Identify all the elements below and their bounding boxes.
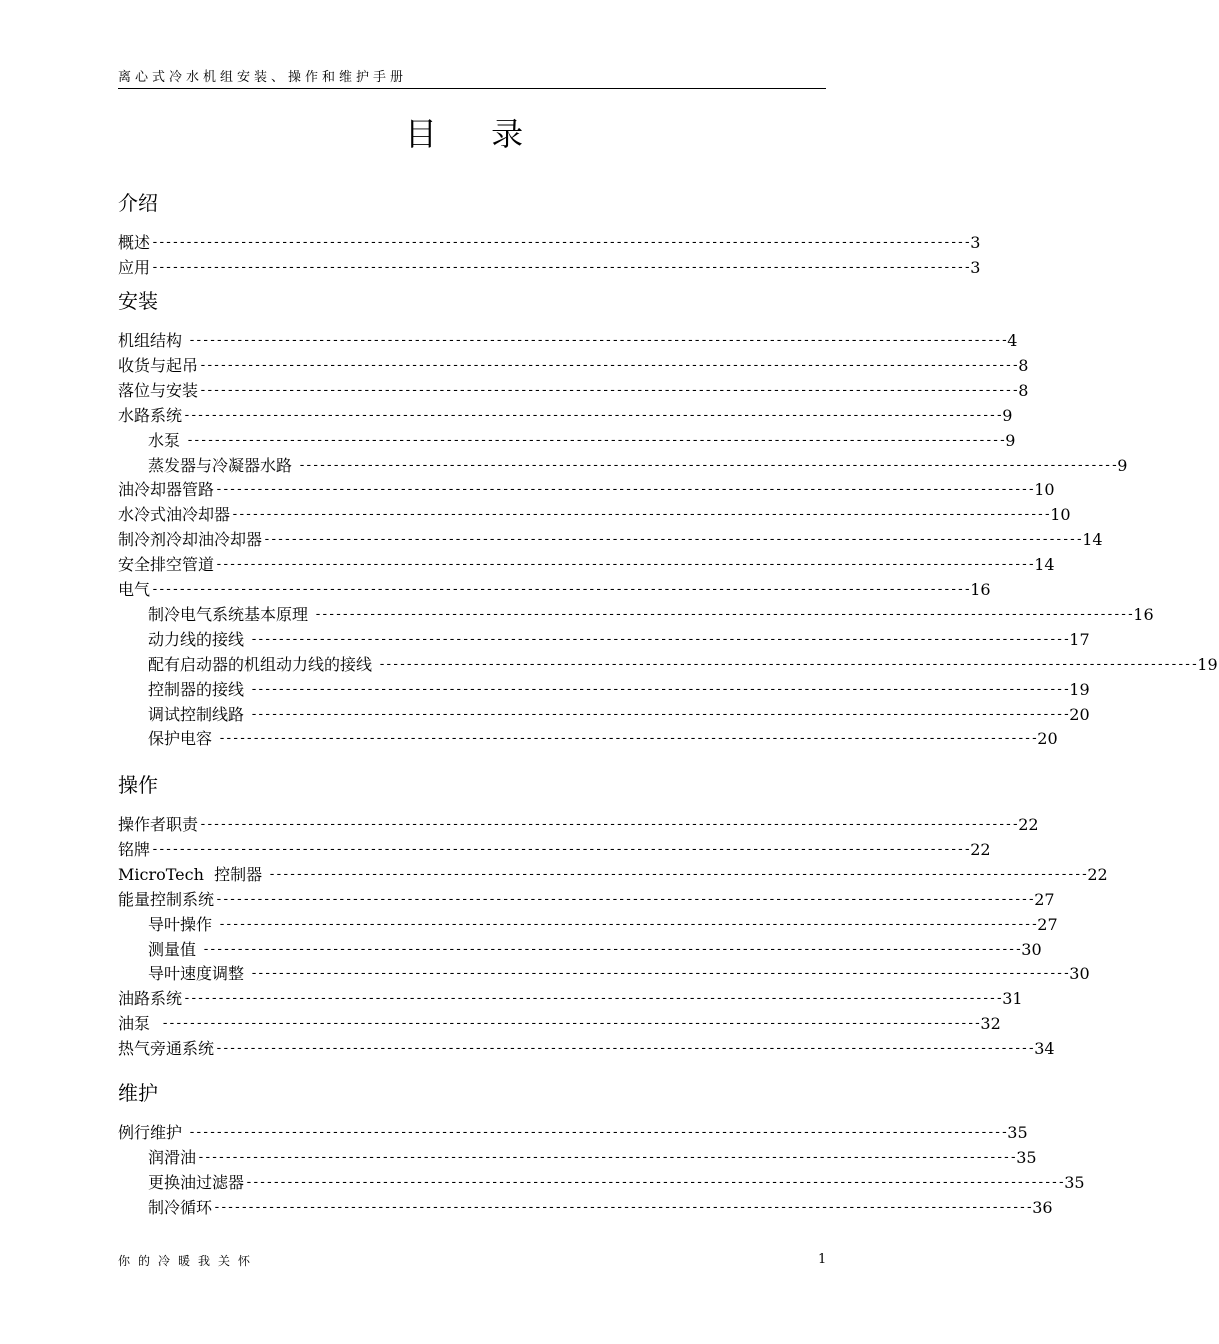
toc-entry-label: 导叶操作 [148,914,218,934]
toc-entry-label: 配有启动器的机组动力线的接线 [148,654,378,674]
section-heading: 维护 [118,1081,158,1105]
toc-leader-dashes: ------------------------------------------------------------------------------------------------------------------------ [215,1041,1035,1057]
toc-entry-label: MicroTech 控制器 [118,864,268,884]
toc-entry-page: 36 [1032,1197,1053,1217]
toc-entry[interactable] [118,577,991,602]
toc-entry-label: 落位与安装 [118,380,199,400]
toc-entry-page: 10 [1034,480,1055,500]
toc-entry-label: 油冷却器管路 [118,480,215,500]
toc-leader-dashes: ------------------------------------------------------------------------------------------------------------------------ [199,382,1019,398]
toc-entry[interactable] [148,652,1218,677]
section-heading: 介绍 [118,191,158,215]
toc-entry-page: 30 [1069,964,1090,984]
toc-entry-page: 20 [1069,704,1090,724]
toc-entry-page: 35 [1016,1147,1037,1167]
toc-leader-dashes: ------------------------------------------------------------------------------------------------------------------------ [268,866,1088,882]
section-heading: 安装 [118,289,158,313]
toc-entry-page: 9 [1117,455,1128,475]
toc-entry[interactable] [118,1011,1001,1036]
toc-entry[interactable] [148,428,1016,453]
toc-entry-page: 17 [1069,629,1090,649]
toc-entry-label: 保护电容 [148,729,218,749]
toc-entry-label: 水泵 [148,430,186,450]
toc-entry[interactable] [118,502,1071,527]
toc-leader-dashes: ------------------------------------------------------------------------------------------------------------------------ [314,606,1134,622]
toc-leader-dashes: ------------------------------------------------------------------------------------------------------------------------ [250,966,1070,982]
toc-entry-label: 油路系统 [118,989,183,1009]
toc-entry[interactable] [118,328,1018,353]
toc-entry-page: 35 [1007,1123,1028,1142]
toc-entry-page: 16 [970,580,991,599]
toc-entry-label: 能量控制系统 [118,889,215,909]
toc-entry-page: 34 [1034,1039,1055,1059]
toc-entry[interactable] [148,1195,1053,1220]
toc-entry[interactable] [148,677,1090,702]
toc-entry-page: 16 [1133,604,1154,624]
toc-leader-dashes: ------------------------------------------------------------------------------------------------------------------------ [161,1016,981,1032]
toc-leader-dashes: ------------------------------------------------------------------------------------------------------------------------ [215,482,1035,498]
toc-entry-label: 动力线的接线 [148,629,250,649]
toc-entry-label: 操作者职责 [118,815,199,834]
toc-entry-page: 27 [1034,889,1055,909]
toc-entry-page: 9 [1005,430,1016,450]
toc-entry[interactable] [148,602,1154,627]
toc-leader-dashes: ------------------------------------------------------------------------------------------------------------------------ [186,432,1006,448]
toc-entry[interactable] [118,887,1055,912]
toc-leader-dashes: ------------------------------------------------------------------------------------------------------------------------ [188,333,1008,348]
toc-leader-dashes: ------------------------------------------------------------------------------------------------------------------------ [218,916,1038,932]
toc-leader-dashes: ------------------------------------------------------------------------------------------------------------------------ [151,259,971,275]
toc-entry-page: 30 [1021,939,1042,959]
toc-entry[interactable] [118,552,1055,577]
toc-entry-label: 铭牌 [118,839,151,859]
toc-entry[interactable] [148,961,1090,986]
toc-entry-label: 制冷剂冷却油冷却器 [118,530,263,550]
toc-leader-dashes: ------------------------------------------------------------------------------------------------------------------------ [250,681,1070,697]
toc-entry-label: 概述 [118,233,151,252]
toc-entry[interactable] [148,726,1058,751]
toc-leader-dashes: ------------------------------------------------------------------------------------------------------------------------ [199,357,1019,373]
toc-entry-label: 应用 [118,257,151,277]
toc-entry-page: 14 [1082,530,1103,550]
toc-entry-label: 润滑油 [148,1147,197,1167]
toc-entry-page: 32 [980,1014,1001,1034]
section-heading: 操作 [118,773,158,797]
toc-entry[interactable] [118,527,1103,552]
toc-entry[interactable] [118,812,1039,837]
toc-entry[interactable] [148,453,1128,478]
toc-entry-page: 3 [970,257,981,277]
toc-entry-label: 热气旁通系统 [118,1039,215,1059]
toc-entry-label: 安全排空管道 [118,555,215,575]
toc-entry-page: 19 [1069,679,1090,699]
toc-entry-page: 19 [1197,654,1218,674]
toc-entry[interactable] [118,1036,1055,1061]
toc-leader-dashes: ------------------------------------------------------------------------------------------------------------------------ [183,407,1003,423]
toc-leader-dashes: ------------------------------------------------------------------------------------------------------------------------ [263,532,1083,548]
toc-entry[interactable] [118,378,1029,403]
toc-entry-label: 收货与起吊 [118,355,199,375]
toc-entry-label: 油泵 [118,1014,161,1034]
toc-entry-page: 8 [1018,380,1029,400]
toc-entry-page: 31 [1002,989,1023,1009]
toc-leader-dashes: ------------------------------------------------------------------------------------------------------------------------ [151,235,971,250]
toc-entry-label: 机组结构 [118,331,188,350]
toc-entry[interactable] [148,627,1090,652]
toc-entry-page: 22 [970,839,991,859]
toc-entry-label: 导叶速度调整 [148,964,250,984]
toc-entry-label: 制冷循环 [148,1197,213,1217]
toc-leader-dashes: ------------------------------------------------------------------------------------------------------------------------ [151,841,971,857]
toc-entry-label: 蒸发器与冷凝器水路 [148,455,298,475]
toc-leader-dashes: ------------------------------------------------------------------------------------------------------------------------ [231,507,1051,523]
toc-entry-label: 制冷电气系统基本原理 [148,604,314,624]
toc-leader-dashes: ------------------------------------------------------------------------------------------------------------------------ [250,706,1070,722]
toc-leader-dashes: ------------------------------------------------------------------------------------------------------------------------ [298,457,1118,473]
page-header: 离心式冷水机组安装、操作和维护手册 [118,68,826,89]
toc-entry-page: 20 [1037,729,1058,749]
toc-leader-dashes: ------------------------------------------------------------------------------------------------------------------------ [213,1199,1033,1215]
toc-entry-page: 22 [1087,864,1108,884]
toc-entry[interactable] [118,837,991,862]
toc-entry[interactable] [148,1145,1037,1170]
toc-leader-dashes: ------------------------------------------------------------------------------------------------------------------------ [378,656,1198,672]
toc-entry[interactable] [118,862,1108,887]
toc-entry[interactable] [148,702,1090,727]
toc-leader-dashes: ------------------------------------------------------------------------------------------------------------------------ [250,631,1070,647]
toc-entry-page: 9 [1002,405,1013,425]
toc-entry[interactable] [118,986,1023,1011]
toc-entry-label: 更换油过滤器 [148,1172,245,1192]
toc-entry-page: 8 [1018,355,1029,375]
toc-entry-label: 水冷式油冷却器 [118,505,231,525]
toc-entry-label: 调试控制线路 [148,704,250,724]
toc-entry[interactable] [148,912,1058,937]
toc-entry-page: 14 [1034,555,1055,575]
toc-entry-page: 22 [1018,815,1039,834]
toc-entry-page: 35 [1064,1172,1085,1192]
footer-slogan: 你的冷暖我关怀 [118,1254,259,1268]
toc-entry[interactable] [118,353,1029,378]
toc-leader-dashes: ------------------------------------------------------------------------------------------------------------------------ [199,817,1019,832]
toc-entry[interactable] [118,255,981,280]
toc-leader-dashes: ------------------------------------------------------------------------------------------------------------------------ [188,1125,1008,1140]
toc-leader-dashes: ------------------------------------------------------------------------------------------------------------------------ [183,991,1003,1007]
toc-entry[interactable] [118,230,981,255]
toc-entry-label: 测量值 [148,939,202,959]
toc-leader-dashes: ------------------------------------------------------------------------------------------------------------------------ [218,731,1038,747]
toc-leader-dashes: ------------------------------------------------------------------------------------------------------------------------ [202,941,1022,957]
toc-entry-label: 电气 [118,580,151,599]
toc-leader-dashes: ------------------------------------------------------------------------------------------------------------------------ [245,1174,1065,1190]
page-number: 1 [818,1252,827,1267]
toc-leader-dashes: ------------------------------------------------------------------------------------------------------------------------ [151,582,971,597]
toc-entry-page: 10 [1050,505,1071,525]
toc-entry-label: 例行维护 [118,1123,188,1142]
toc-entry-label: 水路系统 [118,405,183,425]
toc-entry[interactable] [118,477,1055,502]
toc-entry[interactable] [148,1170,1085,1195]
toc-entry-page: 4 [1007,331,1018,350]
toc-entry-page: 3 [970,233,981,252]
toc-entry[interactable] [118,1120,1028,1145]
toc-leader-dashes: ------------------------------------------------------------------------------------------------------------------------ [197,1149,1017,1165]
page-title: 目 录 [404,115,546,153]
toc-entry-label: 控制器的接线 [148,679,250,699]
toc-leader-dashes: ------------------------------------------------------------------------------------------------------------------------ [215,557,1035,573]
toc-leader-dashes: ------------------------------------------------------------------------------------------------------------------------ [215,891,1035,907]
toc-entry[interactable] [148,937,1042,962]
toc-entry[interactable] [118,403,1013,428]
toc-entry-page: 27 [1037,914,1058,934]
